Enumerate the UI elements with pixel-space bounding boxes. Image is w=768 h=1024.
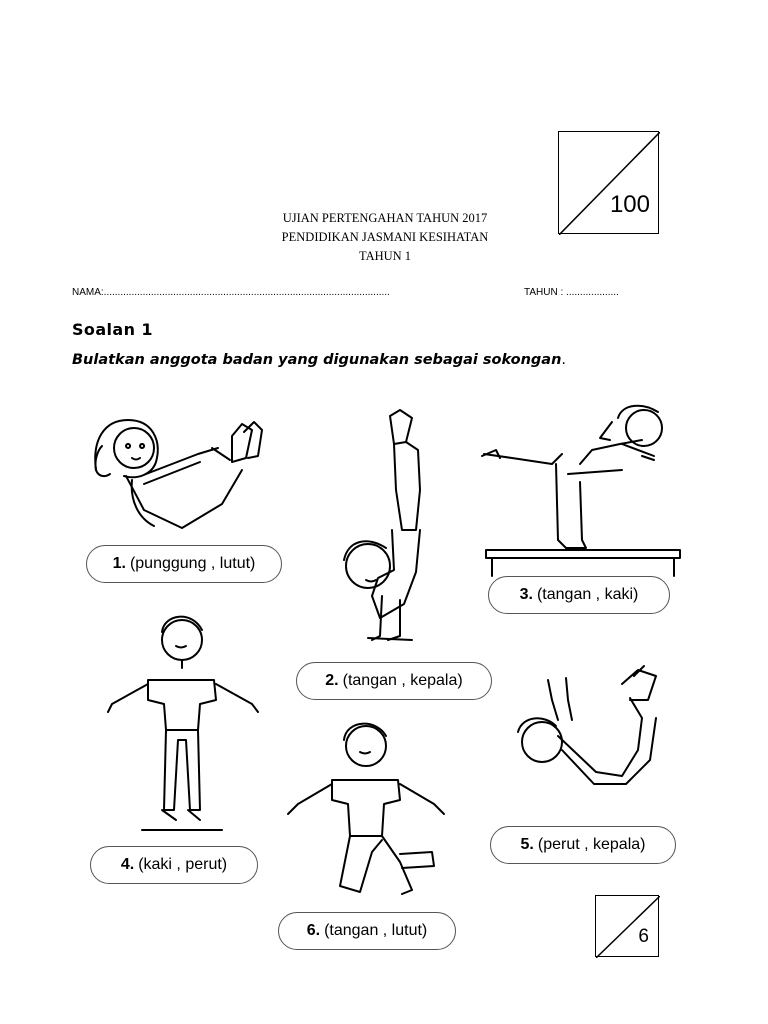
figure-handstand <box>344 410 420 640</box>
figure-kneeling <box>288 724 444 894</box>
exam-header <box>200 209 570 266</box>
option-number: 1. <box>112 555 126 572</box>
answer-option-3[interactable] <box>488 576 670 614</box>
answer-option-5[interactable] <box>490 826 676 864</box>
answer-option-4[interactable] <box>90 846 258 884</box>
option-text: (kaki , perut) <box>138 856 228 873</box>
question-instruction <box>72 352 566 368</box>
option-text: (punggung , lutut) <box>129 555 256 572</box>
figure-standing <box>108 617 258 830</box>
option-number: 3. <box>519 586 533 603</box>
option-number: 5. <box>520 836 534 853</box>
figure-prone-arch <box>518 666 656 784</box>
answer-option-6[interactable] <box>278 912 456 950</box>
question-title: Soalan 1 <box>72 320 153 339</box>
score-box-diagonal <box>559 132 660 235</box>
exercise-illustrations <box>82 400 686 960</box>
section-score-diagonal <box>596 896 660 958</box>
total-score-box <box>558 131 659 234</box>
instruction-end-mark: . <box>561 352 567 368</box>
section-score-box <box>595 895 659 957</box>
answer-option-2[interactable] <box>296 662 492 700</box>
year-field[interactable]: TAHUN : ................... <box>524 287 619 298</box>
section-score: 6 <box>638 926 649 947</box>
answer-option-1[interactable] <box>86 545 282 583</box>
subject-title: PENDIDIKAN JASMANI KESIHATAN <box>281 230 489 244</box>
instruction-text: Bulatkan anggota badan yang digunakan sebagai sokongan <box>72 352 562 368</box>
figure-v-sit <box>95 420 262 528</box>
option-text: (perut , kepala) <box>537 836 646 853</box>
option-number: 2. <box>325 672 339 689</box>
option-number: 6. <box>306 922 321 939</box>
total-score: 100 <box>609 191 650 218</box>
option-text: (tangan , kepala) <box>342 672 463 689</box>
name-field[interactable]: NAMA:....................................................................................................... <box>72 287 390 298</box>
figure-airplane-balance <box>482 406 680 576</box>
option-text: (tangan , kaki) <box>536 586 639 603</box>
option-text: (tangan , lutut) <box>324 922 428 939</box>
option-number: 4. <box>120 856 135 873</box>
exam-title: UJIAN PERTENGAHAN TAHUN 2017 <box>282 211 488 225</box>
year-level: TAHUN 1 <box>358 249 412 263</box>
